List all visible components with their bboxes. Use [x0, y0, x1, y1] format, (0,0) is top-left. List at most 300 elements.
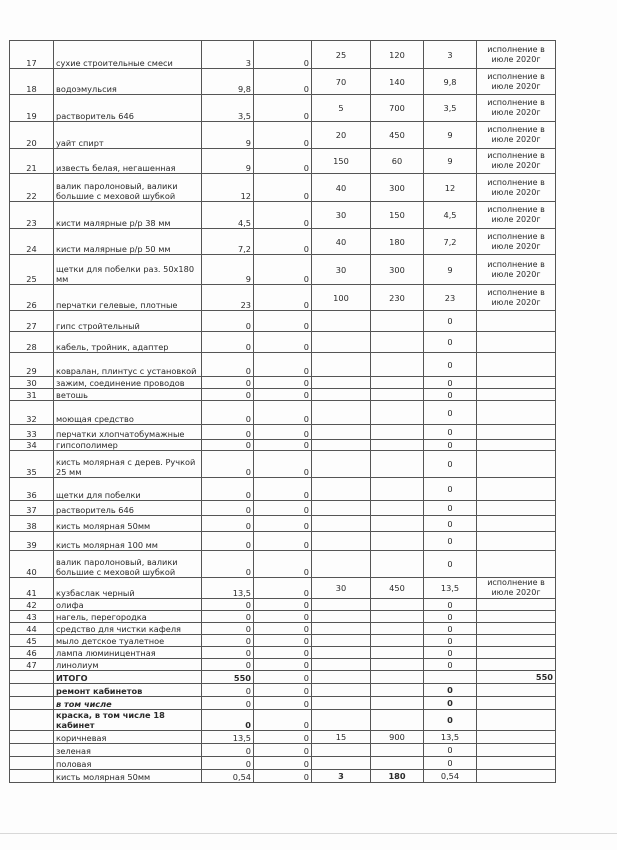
note-cell: исполнение в июле 2020г [477, 229, 556, 255]
item-name-cell: ковралан, плинтус с установкой [54, 353, 202, 377]
price-cell: 900 [371, 731, 424, 744]
price-cell: 700 [371, 95, 424, 122]
item-name-cell: кисти малярные р/р 50 мм [54, 229, 202, 255]
note-cell [477, 478, 556, 501]
quantity-cell: 0 [202, 684, 254, 697]
balance-cell: 0 [254, 770, 312, 783]
balance-cell: 0 [254, 659, 312, 671]
count-cell [312, 599, 371, 611]
balance-cell: 0 [254, 69, 312, 95]
note-cell [477, 731, 556, 744]
row-number-cell: 34 [10, 440, 54, 451]
price-cell [371, 332, 424, 353]
balance-cell: 0 [254, 95, 312, 122]
row-number-cell: 26 [10, 285, 54, 311]
balance-cell: 0 [254, 174, 312, 202]
balance-cell: 0 [254, 532, 312, 551]
table-row [10, 425, 556, 440]
item-name-cell: кузбаслак черный [54, 578, 202, 599]
count-cell [312, 757, 371, 770]
table-row [10, 659, 556, 671]
row-number-cell: 36 [10, 478, 54, 501]
price-cell [371, 516, 424, 532]
item-name-cell: олифа [54, 599, 202, 611]
note-cell: исполнение в июле 2020г [477, 255, 556, 285]
count-cell [312, 389, 371, 401]
count-cell [312, 501, 371, 516]
item-name-cell: валик паролоновый, валики большие с меховой шубкой [54, 551, 202, 578]
balance-cell: 0 [254, 599, 312, 611]
table-row [10, 255, 556, 285]
table-row [10, 635, 556, 647]
item-name-cell: лампа люминицентная [54, 647, 202, 659]
count-cell [312, 401, 371, 425]
item-name-cell: кисть молярная 100 мм [54, 532, 202, 551]
balance-cell: 0 [254, 731, 312, 744]
count-cell [312, 440, 371, 451]
amount-cell: 0 [424, 684, 477, 697]
price-cell: 120 [371, 41, 424, 69]
item-name-cell: кисть молярная с дерев. Ручкой 25 мм [54, 451, 202, 478]
amount-cell: 9,8 [424, 69, 477, 95]
quantity-cell: 23 [202, 285, 254, 311]
row-number-cell: 40 [10, 551, 54, 578]
balance-cell: 0 [254, 697, 312, 710]
balance-cell: 0 [254, 285, 312, 311]
amount-cell: 4,5 [424, 202, 477, 229]
balance-cell: 0 [254, 671, 312, 684]
row-number-cell: 38 [10, 516, 54, 532]
amount-cell: 0 [424, 332, 477, 353]
item-name-cell: известь белая, негашенная [54, 149, 202, 174]
amount-cell: 0 [424, 353, 477, 377]
row-number-cell: 39 [10, 532, 54, 551]
row-number-cell [10, 697, 54, 710]
item-name-cell: гипсополимер [54, 440, 202, 451]
note-cell: исполнение в июле 2020г [477, 202, 556, 229]
item-name-cell: зажим, соединение проводов [54, 377, 202, 389]
item-name-cell: перчатки гелевые, плотные [54, 285, 202, 311]
price-cell [371, 311, 424, 332]
item-name-cell: щетки для побелки [54, 478, 202, 501]
price-cell [371, 697, 424, 710]
row-number-cell: 27 [10, 311, 54, 332]
quantity-cell: 9 [202, 255, 254, 285]
quantity-cell: 0 [202, 611, 254, 623]
item-name-cell: средство для чистки кафеля [54, 623, 202, 635]
price-cell [371, 425, 424, 440]
balance-cell: 0 [254, 122, 312, 149]
balance-cell: 0 [254, 425, 312, 440]
table-row [10, 611, 556, 623]
item-name-cell: кисти малярные р/р 38 мм [54, 202, 202, 229]
row-number-cell: 28 [10, 332, 54, 353]
price-cell: 300 [371, 174, 424, 202]
count-cell: 5 [312, 95, 371, 122]
table-row [10, 202, 556, 229]
table-row [10, 377, 556, 389]
amount-cell: 0 [424, 401, 477, 425]
amount-cell: 0 [424, 599, 477, 611]
row-number-cell: 24 [10, 229, 54, 255]
note-cell [477, 599, 556, 611]
row-number-cell: 20 [10, 122, 54, 149]
count-cell [312, 311, 371, 332]
row-number-cell: 45 [10, 635, 54, 647]
amount-cell: 0 [424, 635, 477, 647]
quantity-cell: 0 [202, 659, 254, 671]
price-cell [371, 532, 424, 551]
row-number-cell: 46 [10, 647, 54, 659]
quantity-cell: 13,5 [202, 578, 254, 599]
price-cell [371, 478, 424, 501]
count-cell: 30 [312, 578, 371, 599]
item-name-cell: кабель, тройник, адаптер [54, 332, 202, 353]
item-name-cell: в том числе [54, 697, 202, 710]
row-number-cell: 29 [10, 353, 54, 377]
price-cell [371, 401, 424, 425]
count-cell: 25 [312, 41, 371, 69]
row-number-cell: 23 [10, 202, 54, 229]
table-row [10, 551, 556, 578]
table-row [10, 501, 556, 516]
row-number-cell: 42 [10, 599, 54, 611]
price-cell: 150 [371, 202, 424, 229]
count-cell [312, 377, 371, 389]
price-cell: 180 [371, 770, 424, 783]
note-cell [477, 611, 556, 623]
table-row [10, 578, 556, 599]
table-row [10, 122, 556, 149]
table-row [10, 770, 556, 783]
balance-cell: 0 [254, 377, 312, 389]
price-cell [371, 551, 424, 578]
note-cell [477, 501, 556, 516]
price-cell [371, 599, 424, 611]
table-row [10, 710, 556, 731]
price-cell: 140 [371, 69, 424, 95]
balance-cell: 0 [254, 41, 312, 69]
count-cell: 30 [312, 255, 371, 285]
row-number-cell: 22 [10, 174, 54, 202]
price-cell [371, 659, 424, 671]
quantity-cell: 0 [202, 697, 254, 710]
amount-cell: 0 [424, 440, 477, 451]
table-row [10, 744, 556, 757]
price-cell [371, 671, 424, 684]
amount-cell: 12 [424, 174, 477, 202]
amount-cell: 0 [424, 697, 477, 710]
note-cell: исполнение в июле 2020г [477, 122, 556, 149]
balance-cell: 0 [254, 389, 312, 401]
row-number-cell: 19 [10, 95, 54, 122]
row-number-cell: 32 [10, 401, 54, 425]
note-cell [477, 440, 556, 451]
scan-edge-line [0, 833, 617, 834]
row-number-cell: 31 [10, 389, 54, 401]
balance-cell: 0 [254, 478, 312, 501]
item-name-cell: растворитель 646 [54, 95, 202, 122]
item-name-cell: мыло детское туалетное [54, 635, 202, 647]
row-number-cell: 44 [10, 623, 54, 635]
table-row [10, 671, 556, 684]
item-name-cell: гипс стройтельный [54, 311, 202, 332]
item-name-cell: валик паролоновый, валики большие с меховой шубкой [54, 174, 202, 202]
quantity-cell: 0 [202, 332, 254, 353]
price-cell: 300 [371, 255, 424, 285]
balance-cell: 0 [254, 578, 312, 599]
row-number-cell [10, 744, 54, 757]
amount-cell: 0,54 [424, 770, 477, 783]
amount-cell: 0 [424, 623, 477, 635]
row-number-cell: 17 [10, 41, 54, 69]
row-number-cell: 21 [10, 149, 54, 174]
note-cell: исполнение в июле 2020г [477, 149, 556, 174]
item-name-cell: кисть молярная 50мм [54, 516, 202, 532]
amount-cell: 0 [424, 611, 477, 623]
price-cell [371, 744, 424, 757]
table-row [10, 285, 556, 311]
count-cell [312, 623, 371, 635]
price-cell [371, 440, 424, 451]
count-cell: 30 [312, 202, 371, 229]
note-cell [477, 332, 556, 353]
table-row [10, 599, 556, 611]
balance-cell: 0 [254, 202, 312, 229]
quantity-cell: 0 [202, 451, 254, 478]
quantity-cell: 0 [202, 623, 254, 635]
amount-cell: 0 [424, 501, 477, 516]
price-cell [371, 501, 424, 516]
balance-cell: 0 [254, 551, 312, 578]
note-cell [477, 659, 556, 671]
quantity-cell: 9 [202, 149, 254, 174]
note-cell [477, 451, 556, 478]
count-cell: 3 [312, 770, 371, 783]
amount-cell: 0 [424, 647, 477, 659]
price-cell: 60 [371, 149, 424, 174]
note-cell [477, 623, 556, 635]
amount-cell: 0 [424, 425, 477, 440]
quantity-cell: 3 [202, 41, 254, 69]
table-row [10, 41, 556, 69]
quantity-cell: 0 [202, 311, 254, 332]
amount-cell: 0 [424, 551, 477, 578]
balance-cell: 0 [254, 611, 312, 623]
price-cell: 450 [371, 122, 424, 149]
quantity-cell: 0 [202, 377, 254, 389]
table-row [10, 478, 556, 501]
count-cell [312, 551, 371, 578]
amount-cell: 0 [424, 744, 477, 757]
amount-cell: 9 [424, 255, 477, 285]
quantity-cell: 0 [202, 647, 254, 659]
balance-cell: 0 [254, 229, 312, 255]
item-name-cell: половая [54, 757, 202, 770]
item-name-cell: растворитель 646 [54, 501, 202, 516]
note-cell [477, 635, 556, 647]
quantity-cell: 0 [202, 440, 254, 451]
amount-cell: 0 [424, 757, 477, 770]
row-number-cell: 18 [10, 69, 54, 95]
price-cell [371, 647, 424, 659]
quantity-cell: 12 [202, 174, 254, 202]
balance-cell: 0 [254, 353, 312, 377]
balance-cell: 0 [254, 332, 312, 353]
quantity-cell: 0 [202, 389, 254, 401]
item-name-cell: краска, в том числе 18 кабинет [54, 710, 202, 731]
amount-cell: 0 [424, 311, 477, 332]
count-cell [312, 332, 371, 353]
balance-cell: 0 [254, 311, 312, 332]
row-number-cell: 37 [10, 501, 54, 516]
balance-cell: 0 [254, 149, 312, 174]
count-cell [312, 697, 371, 710]
table-row [10, 451, 556, 478]
balance-cell: 0 [254, 635, 312, 647]
table-row [10, 516, 556, 532]
count-cell [312, 425, 371, 440]
table-row [10, 440, 556, 451]
row-number-cell: 35 [10, 451, 54, 478]
price-cell [371, 451, 424, 478]
price-cell [371, 635, 424, 647]
count-cell: 40 [312, 229, 371, 255]
price-cell [371, 710, 424, 731]
note-cell [477, 757, 556, 770]
note-cell: исполнение в июле 2020г [477, 95, 556, 122]
balance-cell: 0 [254, 684, 312, 697]
note-cell: исполнение в июле 2020г [477, 578, 556, 599]
table-row [10, 623, 556, 635]
note-cell: 550 [477, 671, 556, 684]
note-cell [477, 353, 556, 377]
row-number-cell: 47 [10, 659, 54, 671]
amount-cell: 0 [424, 516, 477, 532]
table-row [10, 149, 556, 174]
quantity-cell: 9,8 [202, 69, 254, 95]
price-cell [371, 757, 424, 770]
quantity-cell: 0 [202, 757, 254, 770]
quantity-cell: 0 [202, 501, 254, 516]
table-row [10, 69, 556, 95]
item-name-cell: коричневая [54, 731, 202, 744]
amount-cell [424, 671, 477, 684]
amount-cell: 9 [424, 149, 477, 174]
note-cell [477, 770, 556, 783]
note-cell [477, 401, 556, 425]
amount-cell: 0 [424, 478, 477, 501]
count-cell [312, 647, 371, 659]
item-name-cell: ремонт кабинетов [54, 684, 202, 697]
price-cell: 230 [371, 285, 424, 311]
count-cell [312, 478, 371, 501]
quantity-cell: 0 [202, 478, 254, 501]
table-row [10, 757, 556, 770]
row-number-cell [10, 710, 54, 731]
row-number-cell: 41 [10, 578, 54, 599]
note-cell [477, 697, 556, 710]
row-number-cell: 30 [10, 377, 54, 389]
item-name-cell: водоэмульсия [54, 69, 202, 95]
row-number-cell [10, 770, 54, 783]
amount-cell: 0 [424, 377, 477, 389]
note-cell [477, 684, 556, 697]
amount-cell: 9 [424, 122, 477, 149]
note-cell [477, 425, 556, 440]
quantity-cell: 3,5 [202, 95, 254, 122]
balance-cell: 0 [254, 451, 312, 478]
count-cell: 15 [312, 731, 371, 744]
quantity-cell: 0 [202, 551, 254, 578]
balance-cell: 0 [254, 401, 312, 425]
count-cell [312, 635, 371, 647]
amount-cell: 13,5 [424, 731, 477, 744]
note-cell: исполнение в июле 2020г [477, 174, 556, 202]
item-name-cell: ветошь [54, 389, 202, 401]
balance-cell: 0 [254, 255, 312, 285]
table-row [10, 332, 556, 353]
row-number-cell [10, 671, 54, 684]
note-cell [477, 710, 556, 731]
count-cell [312, 353, 371, 377]
balance-cell: 0 [254, 647, 312, 659]
count-cell [312, 451, 371, 478]
price-cell [371, 377, 424, 389]
note-cell [477, 311, 556, 332]
item-name-cell: зеленая [54, 744, 202, 757]
table-row [10, 229, 556, 255]
count-cell [312, 671, 371, 684]
count-cell [312, 710, 371, 731]
count-cell: 70 [312, 69, 371, 95]
table-body [10, 41, 556, 783]
amount-cell: 0 [424, 451, 477, 478]
note-cell [477, 744, 556, 757]
quantity-cell: 4,5 [202, 202, 254, 229]
price-cell [371, 353, 424, 377]
item-name-cell: ИТОГО [54, 671, 202, 684]
item-name-cell: линолиум [54, 659, 202, 671]
amount-cell: 7,2 [424, 229, 477, 255]
row-number-cell [10, 684, 54, 697]
price-cell: 450 [371, 578, 424, 599]
amount-cell: 0 [424, 659, 477, 671]
quantity-cell: 0,54 [202, 770, 254, 783]
item-name-cell: уайт спирт [54, 122, 202, 149]
table-row [10, 731, 556, 744]
balance-cell: 0 [254, 440, 312, 451]
table-row [10, 311, 556, 332]
quantity-cell: 0 [202, 710, 254, 731]
amount-cell: 23 [424, 285, 477, 311]
quantity-cell: 7,2 [202, 229, 254, 255]
quantity-cell: 0 [202, 635, 254, 647]
row-number-cell [10, 757, 54, 770]
price-cell [371, 389, 424, 401]
row-number-cell [10, 731, 54, 744]
item-name-cell: перчатки хлопчатобумажные [54, 425, 202, 440]
count-cell: 40 [312, 174, 371, 202]
balance-cell: 0 [254, 757, 312, 770]
note-cell [477, 377, 556, 389]
quantity-cell: 0 [202, 744, 254, 757]
count-cell [312, 532, 371, 551]
table-row [10, 684, 556, 697]
count-cell: 150 [312, 149, 371, 174]
note-cell: исполнение в июле 2020г [477, 285, 556, 311]
price-cell [371, 623, 424, 635]
